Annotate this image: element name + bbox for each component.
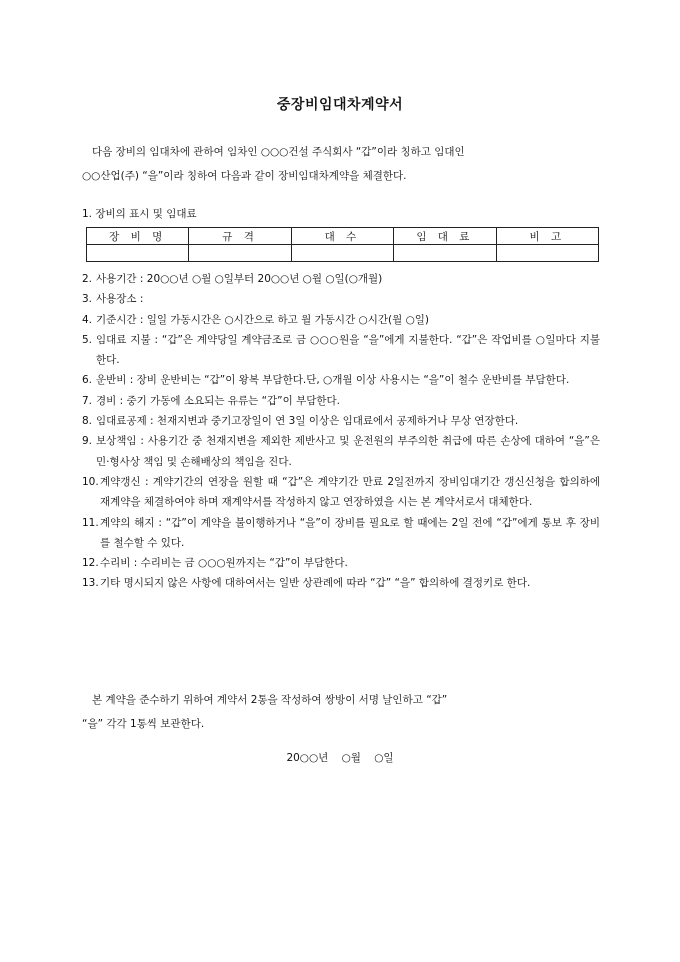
clause-number: 3. <box>82 293 93 306</box>
closing-line: 본 계약을 준수하기 위하여 계약서 2통을 작성하여 쌍방이 서명 날인하고 “갑” <box>92 694 448 706</box>
clause-text: 기준시간 : 일일 가동시간은 ○시간으로 하고 월 가동시간 ○시간(월 ○일) <box>96 313 429 326</box>
clause-item <box>82 330 600 371</box>
equipment-table <box>86 227 599 262</box>
clause-text: 사용기간 : 20○○년 ○월 ○일부터 20○○년 ○월 ○일(○개월) <box>96 273 383 285</box>
closing-paragraph <box>82 688 602 736</box>
clause-number: 11. <box>82 516 99 529</box>
clause-text: 계약갱신 : 계약기간의 연장을 원할 때 “갑”은 계약기간 만료 2일전까지 장비임대기간 갱신신청을 합의하에 재계약을 체결하여야 하며 재계약서를 작성하지 않고 연장하였을 시는 본 계약서로서 대체한다. <box>100 475 600 509</box>
clause-item <box>82 411 600 431</box>
clause-item <box>82 391 600 411</box>
section-1-label: 1. 장비의 표시 및 임대료 <box>82 208 197 220</box>
clause-number: 9. <box>82 435 93 448</box>
header-spec: 규 격 <box>189 228 291 245</box>
clause-item <box>82 472 600 513</box>
clause-number: 12. <box>82 557 99 570</box>
table-cell <box>394 245 496 262</box>
clause-item <box>82 310 600 330</box>
clause-text: 기타 명시되지 않은 사항에 대하여서는 일반 상관례에 따라 “갑” “을” 합의하에 결정키로 한다. <box>100 577 531 590</box>
clause-text: 임대료공제 : 천재지변과 중기고장일이 연 3일 이상은 임대료에서 공제하거나 무상 연장한다. <box>96 415 519 428</box>
clause-text: 계약의 해지 : “갑”이 계약을 불이행하거나 “을”이 장비를 필요로 할 때에는 2일 전에 “갑”에게 통보 후 장비를 철수할 수 있다. <box>100 516 600 549</box>
clause-item <box>82 269 600 289</box>
intro-line: ○○산업(주) “을”이라 칭하여 다음과 같이 장비임대차계약을 체결한다. <box>82 170 407 182</box>
closing-line: “을” 각각 1통씩 보관한다. <box>82 718 205 730</box>
header-rental-fee: 임 대 료 <box>394 228 496 245</box>
clause-item <box>82 573 600 593</box>
clause-number: 4. <box>82 313 93 326</box>
clause-list <box>82 269 600 594</box>
clause-number: 7. <box>82 394 93 407</box>
clause-item <box>82 553 600 573</box>
clause-number: 10. <box>82 475 99 488</box>
clause-number: 5. <box>82 333 93 346</box>
table-cell <box>189 245 291 262</box>
header-equipment-name: 장 비 명 <box>87 228 189 245</box>
clause-number: 6. <box>82 374 93 387</box>
header-remarks: 비 고 <box>496 228 598 245</box>
document-title: 중장비임대차계약서 <box>276 97 404 113</box>
clause-item <box>82 431 600 472</box>
clause-text: 경비 : 중기 가동에 소요되는 유류는 “갑”이 부담한다. <box>96 394 340 407</box>
contract-date: 20○○년 ○월 ○일 <box>286 752 394 764</box>
intro-paragraph <box>82 140 602 188</box>
table-cell <box>291 245 393 262</box>
clause-item <box>82 370 600 390</box>
table-header-row <box>87 228 599 245</box>
clause-text: 운반비 : 장비 운반비는 “갑”이 왕복 부담한다.단, ○개월 이상 사용시는 “을”이 철수 운반비를 부담한다. <box>96 374 570 387</box>
intro-line: 다음 장비의 임대차에 관하여 임차인 ○○○건설 주식회사 “갑”이라 칭하고 임대인 <box>92 146 465 158</box>
clause-number: 13. <box>82 577 99 590</box>
clause-item <box>82 289 600 309</box>
clause-number: 2. <box>82 273 93 285</box>
table-cell <box>87 245 189 262</box>
clause-item <box>82 513 600 554</box>
clause-number: 8. <box>82 415 93 428</box>
clause-text: 사용장소 : <box>96 293 144 306</box>
clause-text: 임대료 지불 : “갑”은 계약당일 계약금조로 금 ○○○원을 “을”에게 지불한다. “갑”은 작업비를 ○일마다 지불한다. <box>96 333 600 367</box>
clause-text: 수리비 : 수리비는 금 ○○○원까지는 “갑”이 부담한다. <box>100 557 348 570</box>
table-row <box>87 245 599 262</box>
clause-text: 보상책임 : 사용기간 중 천재지변을 제외한 제반사고 및 운전원의 부주의한 취급에 따른 손상에 대하여 “을”은 민·형사상 책임 및 손해배상의 책임을 진다. <box>96 435 600 468</box>
table-cell <box>496 245 598 262</box>
header-quantity: 대 수 <box>291 228 393 245</box>
